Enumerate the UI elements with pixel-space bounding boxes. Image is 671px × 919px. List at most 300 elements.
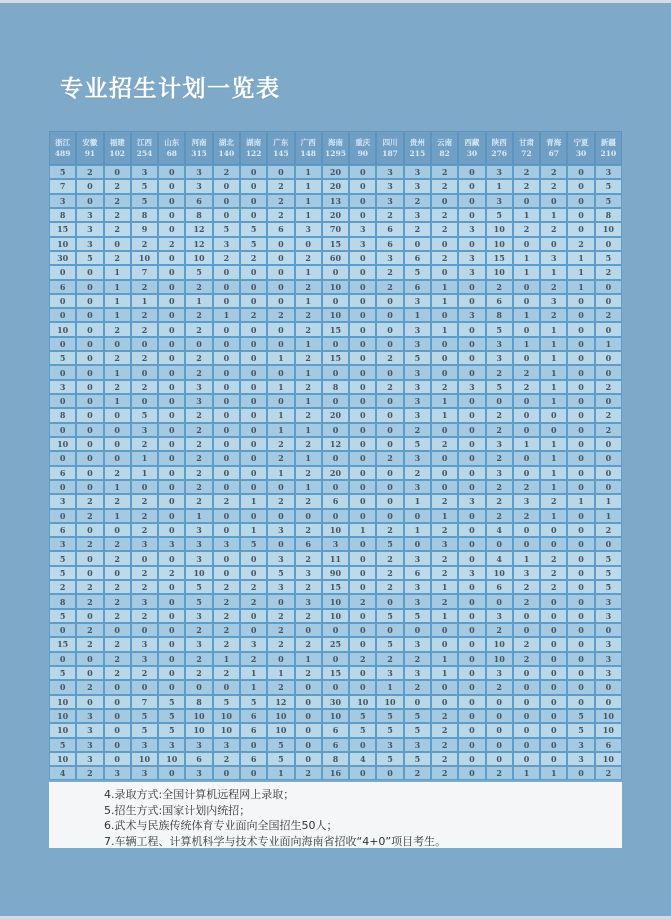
table-cell: 0 bbox=[458, 509, 485, 523]
table-cell: 1 bbox=[267, 351, 294, 365]
table-cell: 1 bbox=[267, 408, 294, 422]
table-cell: 0 bbox=[376, 494, 403, 508]
table-cell: 1 bbox=[295, 652, 322, 666]
table-cell: 0 bbox=[595, 365, 622, 379]
table-row bbox=[49, 308, 622, 322]
table-cell: 0 bbox=[458, 423, 485, 437]
province-header-cell bbox=[104, 131, 131, 165]
table-cell: 0 bbox=[376, 322, 403, 336]
province-total: 215 bbox=[409, 148, 426, 158]
table-cell: 0 bbox=[595, 280, 622, 294]
table-cell: 2 bbox=[486, 451, 513, 465]
table-cell: 0 bbox=[349, 394, 376, 408]
table-cell: 3 bbox=[295, 222, 322, 236]
table-cell: 6 bbox=[322, 723, 349, 737]
table-cell: 0 bbox=[240, 365, 267, 379]
table-cell: 2 bbox=[267, 437, 294, 451]
table-cell: 0 bbox=[213, 566, 240, 580]
table-cell: 1 bbox=[104, 365, 131, 379]
table-cell: 10 bbox=[185, 709, 212, 723]
table-cell: 2 bbox=[240, 308, 267, 322]
table-cell: 10 bbox=[49, 752, 76, 766]
table-cell: 0 bbox=[567, 380, 594, 394]
table-cell: 0 bbox=[158, 551, 185, 565]
table-cell: 20 bbox=[322, 466, 349, 480]
table-row bbox=[49, 165, 622, 179]
table-cell: 6 bbox=[49, 466, 76, 480]
table-cell: 1 bbox=[595, 509, 622, 523]
table-cell: 0 bbox=[458, 594, 485, 608]
table-cell: 2 bbox=[185, 451, 212, 465]
table-cell: 7 bbox=[131, 265, 158, 279]
table-cell: 0 bbox=[267, 165, 294, 179]
table-cell: 3 bbox=[267, 580, 294, 594]
table-cell: 0 bbox=[349, 551, 376, 565]
table-cell: 0 bbox=[349, 680, 376, 694]
table-cell: 5 bbox=[349, 709, 376, 723]
table-cell: 3 bbox=[158, 537, 185, 551]
table-cell: 0 bbox=[595, 680, 622, 694]
table-cell: 0 bbox=[267, 251, 294, 265]
table-cell: 2 bbox=[185, 408, 212, 422]
province-name: 江西 bbox=[136, 138, 152, 147]
table-cell: 10 bbox=[158, 752, 185, 766]
table-cell: 3 bbox=[513, 494, 540, 508]
table-cell: 0 bbox=[76, 294, 103, 308]
table-cell: 2 bbox=[486, 365, 513, 379]
table-cell: 2 bbox=[295, 322, 322, 336]
table-cell: 6 bbox=[240, 723, 267, 737]
table-cell: 1 bbox=[131, 466, 158, 480]
table-cell: 0 bbox=[458, 365, 485, 379]
table-cell: 0 bbox=[376, 766, 403, 780]
table-cell: 2 bbox=[104, 351, 131, 365]
table-cell: 10 bbox=[486, 637, 513, 651]
table-cell: 2 bbox=[267, 194, 294, 208]
table-cell: 11 bbox=[322, 551, 349, 565]
table-cell: 0 bbox=[513, 723, 540, 737]
table-cell: 2 bbox=[431, 723, 458, 737]
province-total: 140 bbox=[218, 148, 235, 158]
table-cell: 2 bbox=[376, 566, 403, 580]
table-cell: 2 bbox=[513, 637, 540, 651]
table-cell: 5 bbox=[404, 351, 431, 365]
province-total: 276 bbox=[491, 148, 508, 158]
table-cell: 3 bbox=[567, 752, 594, 766]
table-cell: 0 bbox=[213, 208, 240, 222]
table-cell: 6 bbox=[322, 494, 349, 508]
province-header-cell bbox=[322, 131, 349, 165]
table-cell: 0 bbox=[458, 165, 485, 179]
table-cell: 2 bbox=[131, 280, 158, 294]
table-cell: 1 bbox=[540, 766, 567, 780]
table-cell: 0 bbox=[213, 365, 240, 379]
table-cell: 0 bbox=[158, 609, 185, 623]
province-total: 30 bbox=[575, 148, 587, 158]
table-cell: 2 bbox=[295, 609, 322, 623]
table-cell: 6 bbox=[322, 738, 349, 752]
table-cell: 2 bbox=[213, 609, 240, 623]
table-cell: 0 bbox=[567, 423, 594, 437]
table-cell: 1 bbox=[376, 680, 403, 694]
table-cell: 2 bbox=[267, 680, 294, 694]
table-cell: 0 bbox=[240, 380, 267, 394]
table-cell: 3 bbox=[76, 237, 103, 251]
table-cell: 2 bbox=[213, 594, 240, 608]
province-total: 1295 bbox=[325, 148, 346, 158]
table-cell: 0 bbox=[213, 680, 240, 694]
province-total: 30 bbox=[466, 148, 478, 158]
table-cell: 7 bbox=[49, 179, 76, 193]
table-cell: 1 bbox=[513, 308, 540, 322]
table-cell: 6 bbox=[376, 222, 403, 236]
table-cell: 0 bbox=[158, 408, 185, 422]
table-cell: 0 bbox=[458, 322, 485, 336]
table-cell: 0 bbox=[213, 466, 240, 480]
table-cell: 3 bbox=[404, 179, 431, 193]
table-cell: 2 bbox=[213, 752, 240, 766]
table-cell: 0 bbox=[76, 451, 103, 465]
table-cell: 0 bbox=[567, 308, 594, 322]
province-name: 广西 bbox=[300, 138, 316, 147]
table-cell: 0 bbox=[104, 752, 131, 766]
table-cell: 0 bbox=[76, 695, 103, 709]
table-cell: 5 bbox=[131, 179, 158, 193]
table-cell: 0 bbox=[295, 623, 322, 637]
table-cell: 6 bbox=[240, 709, 267, 723]
table-cell: 1 bbox=[267, 766, 294, 780]
table-cell: 3 bbox=[486, 437, 513, 451]
table-cell: 10 bbox=[49, 322, 76, 336]
table-cell: 0 bbox=[376, 337, 403, 351]
table-cell: 0 bbox=[376, 466, 403, 480]
table-cell: 3 bbox=[486, 666, 513, 680]
table-cell: 0 bbox=[213, 437, 240, 451]
table-cell: 2 bbox=[185, 623, 212, 637]
table-cell: 0 bbox=[213, 351, 240, 365]
table-cell: 0 bbox=[540, 637, 567, 651]
table-cell: 1 bbox=[104, 265, 131, 279]
table-cell: 0 bbox=[458, 208, 485, 222]
table-cell: 0 bbox=[349, 494, 376, 508]
table-cell: 2 bbox=[376, 523, 403, 537]
table-cell: 5 bbox=[76, 251, 103, 265]
table-cell: 0 bbox=[513, 451, 540, 465]
table-cell: 1 bbox=[486, 179, 513, 193]
table-cell: 0 bbox=[240, 208, 267, 222]
table-cell: 2 bbox=[295, 437, 322, 451]
table-cell: 2 bbox=[540, 280, 567, 294]
table-cell: 0 bbox=[213, 766, 240, 780]
table-cell: 1 bbox=[540, 322, 567, 336]
province-total: 91 bbox=[84, 148, 96, 158]
table-cell: 2 bbox=[185, 280, 212, 294]
table-cell: 2 bbox=[104, 380, 131, 394]
table-cell: 0 bbox=[349, 437, 376, 451]
table-cell: 3 bbox=[458, 265, 485, 279]
table-cell: 3 bbox=[349, 237, 376, 251]
table-cell: 0 bbox=[567, 351, 594, 365]
table-cell: 2 bbox=[104, 551, 131, 565]
table-cell: 2 bbox=[131, 509, 158, 523]
province-name: 福建 bbox=[109, 138, 125, 147]
table-cell: 0 bbox=[431, 480, 458, 494]
table-cell: 0 bbox=[76, 337, 103, 351]
table-cell: 2 bbox=[267, 308, 294, 322]
table-cell: 2 bbox=[295, 523, 322, 537]
table-cell: 3 bbox=[458, 380, 485, 394]
table-cell: 0 bbox=[49, 480, 76, 494]
table-cell: 2 bbox=[540, 165, 567, 179]
table-cell: 3 bbox=[404, 380, 431, 394]
table-cell: 0 bbox=[158, 652, 185, 666]
table-cell: 0 bbox=[567, 194, 594, 208]
table-cell: 2 bbox=[595, 380, 622, 394]
table-cell: 0 bbox=[595, 466, 622, 480]
table-cell: 2 bbox=[431, 179, 458, 193]
table-cell: 0 bbox=[158, 466, 185, 480]
table-cell: 0 bbox=[567, 580, 594, 594]
table-cell: 3 bbox=[295, 594, 322, 608]
table-cell: 5 bbox=[376, 752, 403, 766]
table-cell: 3 bbox=[267, 523, 294, 537]
table-cell: 0 bbox=[267, 594, 294, 608]
table-cell: 0 bbox=[540, 695, 567, 709]
table-cell: 10 bbox=[486, 222, 513, 236]
table-cell: 2 bbox=[595, 265, 622, 279]
table-cell: 2 bbox=[431, 752, 458, 766]
table-cell: 0 bbox=[158, 351, 185, 365]
table-cell: 0 bbox=[513, 752, 540, 766]
table-cell: 2 bbox=[486, 280, 513, 294]
table-cell: 0 bbox=[567, 566, 594, 580]
table-cell: 0 bbox=[540, 609, 567, 623]
table-cell: 0 bbox=[322, 480, 349, 494]
table-cell: 0 bbox=[567, 609, 594, 623]
table-cell: 2 bbox=[513, 179, 540, 193]
table-cell: 3 bbox=[131, 652, 158, 666]
table-cell: 8 bbox=[595, 208, 622, 222]
table-cell: 5 bbox=[213, 222, 240, 236]
table-cell: 70 bbox=[322, 222, 349, 236]
table-cell: 5 bbox=[595, 580, 622, 594]
table-cell: 0 bbox=[540, 752, 567, 766]
table-cell: 0 bbox=[131, 337, 158, 351]
table-cell: 2 bbox=[295, 494, 322, 508]
table-cell: 0 bbox=[349, 165, 376, 179]
table-cell: 0 bbox=[104, 566, 131, 580]
table-cell: 0 bbox=[376, 480, 403, 494]
table-cell: 5 bbox=[376, 723, 403, 737]
table-cell: 0 bbox=[240, 294, 267, 308]
table-cell: 0 bbox=[567, 509, 594, 523]
province-name: 广东 bbox=[273, 138, 289, 147]
table-cell: 12 bbox=[185, 222, 212, 236]
table-cell: 0 bbox=[322, 623, 349, 637]
table-cell: 6 bbox=[185, 752, 212, 766]
table-cell: 1 bbox=[295, 451, 322, 465]
table-cell: 0 bbox=[376, 294, 403, 308]
table-row bbox=[49, 466, 622, 480]
table-cell: 3 bbox=[486, 466, 513, 480]
table-cell: 3 bbox=[49, 194, 76, 208]
province-name: 贵州 bbox=[409, 138, 425, 147]
table-cell: 0 bbox=[158, 480, 185, 494]
province-total: 315 bbox=[191, 148, 207, 158]
table-cell: 0 bbox=[158, 637, 185, 651]
table-cell: 2 bbox=[376, 208, 403, 222]
table-cell: 0 bbox=[431, 337, 458, 351]
table-cell: 3 bbox=[513, 566, 540, 580]
table-cell: 0 bbox=[213, 394, 240, 408]
table-cell: 0 bbox=[567, 652, 594, 666]
table-cell: 0 bbox=[458, 408, 485, 422]
table-cell: 2 bbox=[431, 738, 458, 752]
table-row bbox=[49, 623, 622, 637]
table-cell: 25 bbox=[322, 637, 349, 651]
table-cell: 3 bbox=[185, 609, 212, 623]
table-cell: 2 bbox=[213, 580, 240, 594]
table-cell: 0 bbox=[322, 680, 349, 694]
table-row bbox=[49, 337, 622, 351]
table-cell: 3 bbox=[131, 423, 158, 437]
table-cell: 0 bbox=[158, 580, 185, 594]
table-cell: 2 bbox=[104, 251, 131, 265]
note-line: 4.录取方式:全国计算机远程网上录取； bbox=[104, 788, 295, 802]
table-cell: 1 bbox=[104, 294, 131, 308]
table-cell: 0 bbox=[513, 623, 540, 637]
table-cell: 0 bbox=[567, 437, 594, 451]
table-cell: 0 bbox=[595, 394, 622, 408]
province-total: 90 bbox=[357, 148, 368, 158]
table-cell: 2 bbox=[185, 480, 212, 494]
table-cell: 0 bbox=[213, 194, 240, 208]
table-cell: 1 bbox=[540, 208, 567, 222]
table-cell: 2 bbox=[213, 165, 240, 179]
table-cell: 5 bbox=[131, 709, 158, 723]
table-cell: 0 bbox=[431, 695, 458, 709]
table-cell: 0 bbox=[567, 537, 594, 551]
table-cell: 2 bbox=[76, 509, 103, 523]
table-row bbox=[49, 566, 622, 580]
province-total: 210 bbox=[600, 148, 617, 158]
table-cell: 0 bbox=[486, 695, 513, 709]
table-cell: 3 bbox=[213, 738, 240, 752]
table-row bbox=[49, 695, 622, 709]
table-cell: 0 bbox=[76, 551, 103, 565]
table-row bbox=[49, 652, 622, 666]
table-cell: 2 bbox=[76, 594, 103, 608]
table-cell: 0 bbox=[567, 666, 594, 680]
table-cell: 3 bbox=[404, 738, 431, 752]
table-cell: 3 bbox=[458, 494, 485, 508]
table-cell: 0 bbox=[213, 523, 240, 537]
table-cell: 2 bbox=[513, 222, 540, 236]
table-cell: 0 bbox=[431, 466, 458, 480]
table-cell: 0 bbox=[158, 365, 185, 379]
table-cell: 0 bbox=[458, 666, 485, 680]
table-cell: 0 bbox=[240, 437, 267, 451]
table-cell: 0 bbox=[349, 179, 376, 193]
table-cell: 8 bbox=[185, 208, 212, 222]
table-cell: 0 bbox=[76, 351, 103, 365]
table-cell: 5 bbox=[404, 609, 431, 623]
table-cell: 0 bbox=[349, 509, 376, 523]
table-cell: 1 bbox=[104, 394, 131, 408]
table-cell: 13 bbox=[322, 194, 349, 208]
table-cell: 1 bbox=[431, 666, 458, 680]
table-cell: 2 bbox=[513, 365, 540, 379]
table-cell: 0 bbox=[104, 408, 131, 422]
table-cell: 1 bbox=[295, 294, 322, 308]
table-cell: 2 bbox=[513, 480, 540, 494]
table-cell: 0 bbox=[595, 437, 622, 451]
table-cell: 8 bbox=[486, 308, 513, 322]
province-total: 254 bbox=[136, 148, 153, 158]
table-cell: 0 bbox=[76, 365, 103, 379]
table-cell: 2 bbox=[131, 237, 158, 251]
table-row bbox=[49, 408, 622, 422]
table-cell: 0 bbox=[213, 451, 240, 465]
table-cell: 0 bbox=[567, 165, 594, 179]
table-row bbox=[49, 437, 622, 451]
table-cell: 2 bbox=[486, 766, 513, 780]
table-cell: 3 bbox=[376, 194, 403, 208]
table-cell: 5 bbox=[49, 165, 76, 179]
table-cell: 0 bbox=[240, 480, 267, 494]
table-cell: 2 bbox=[76, 680, 103, 694]
table-cell: 5 bbox=[404, 709, 431, 723]
table-cell: 0 bbox=[513, 680, 540, 694]
table-cell: 10 bbox=[49, 237, 76, 251]
table-row bbox=[49, 766, 622, 780]
table-cell: 0 bbox=[349, 265, 376, 279]
table-cell: 2 bbox=[213, 251, 240, 265]
table-cell: 20 bbox=[322, 165, 349, 179]
table-cell: 0 bbox=[158, 523, 185, 537]
table-cell: 0 bbox=[486, 537, 513, 551]
table-cell: 0 bbox=[104, 337, 131, 351]
table-cell: 2 bbox=[49, 580, 76, 594]
table-cell: 5 bbox=[49, 351, 76, 365]
enrollment-plan-sheet bbox=[49, 131, 622, 848]
table-cell: 0 bbox=[349, 322, 376, 336]
table-cell: 0 bbox=[513, 666, 540, 680]
table-cell: 2 bbox=[240, 580, 267, 594]
table-cell: 2 bbox=[595, 523, 622, 537]
province-header-row bbox=[49, 131, 622, 165]
table-cell: 0 bbox=[458, 709, 485, 723]
province-total: 489 bbox=[54, 148, 71, 158]
table-cell: 0 bbox=[49, 394, 76, 408]
table-cell: 1 bbox=[240, 523, 267, 537]
table-cell: 0 bbox=[322, 451, 349, 465]
table-cell: 3 bbox=[404, 365, 431, 379]
table-cell: 2 bbox=[349, 594, 376, 608]
province-header-cell bbox=[458, 131, 485, 165]
table-cell: 1 bbox=[295, 337, 322, 351]
enrollment-table-body bbox=[49, 165, 622, 780]
table-cell: 2 bbox=[295, 580, 322, 594]
table-cell: 3 bbox=[404, 408, 431, 422]
table-cell: 15 bbox=[322, 351, 349, 365]
table-cell: 0 bbox=[185, 337, 212, 351]
table-cell: 1 bbox=[513, 437, 540, 451]
table-cell: 2 bbox=[595, 766, 622, 780]
table-cell: 2 bbox=[267, 208, 294, 222]
table-cell: 16 bbox=[322, 766, 349, 780]
province-total: 145 bbox=[273, 148, 289, 158]
